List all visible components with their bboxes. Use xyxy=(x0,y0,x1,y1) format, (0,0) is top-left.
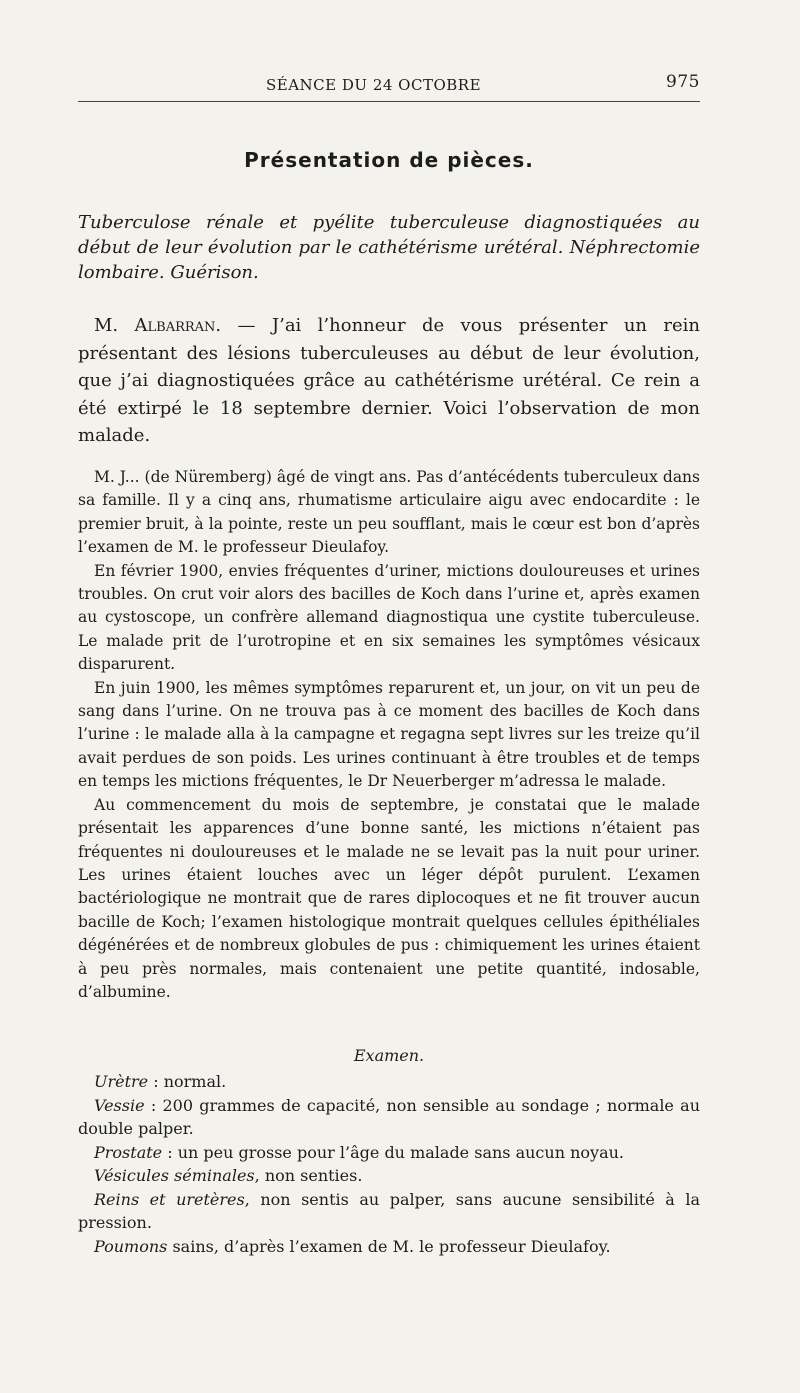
exam-item xyxy=(78,1094,700,1141)
running-head xyxy=(78,72,700,96)
exam-term: Prostate xyxy=(94,1142,163,1162)
exam-item xyxy=(78,1188,700,1235)
exam-text: : 200 grammes de capacité, non sensible au sondage ; normale au double palper. xyxy=(78,1095,700,1138)
intro-paragraph xyxy=(78,312,700,450)
exam-term: Poumons xyxy=(94,1236,168,1256)
header-rule xyxy=(78,101,700,102)
observation-paragraph: M. J... (de Nüremberg) âgé de vingt ans. Pas d’antécédents tuberculeux dans sa famille. Il y a cinq ans, rhumatisme articulaire aigu avec endocardite : le premier bruit, à la pointe, reste un peu soufflant, mais le cœur est bon d’après l’examen de M. le professeur Dieulafoy. xyxy=(78,468,700,557)
running-head-title: SÉANCE DU 24 OCTOBRE xyxy=(266,76,482,94)
exam-term: Vessie xyxy=(94,1095,145,1115)
observation-paragraph: Au commencement du mois de septembre, je constatai que le malade présentait les apparences d’une bonne santé, les mictions n’étaient pas fréquentes ni douloureuses et le malade ne se levait pas la nuit pour uriner. Les urines étaient louches avec un léger dépôt purulent. L’examen bactériologique ne montrait que de rares diplocoques et ne fit trouver aucun bacille de Koch; l’examen histologique montrait quelques cellules épithéliales dégénérées et de nombreux globules de pus : chimiquement les urines étaient à peu près normales, mais contenaient une petite quantité, indosable, d’albumine. xyxy=(78,795,700,1001)
exam-text: : normal. xyxy=(148,1072,227,1091)
section-title: Présentation de pièces. xyxy=(244,148,534,172)
speaker-name: M. Albarran. xyxy=(94,315,222,336)
observation-paragraph: En juin 1900, les mêmes symptômes reparurent et, un jour, on vit un peu de sang dans l’urine. On ne trouva pas à ce moment des bacilles de Koch dans l’urine : le malade alla à la campagne et regagna sept livres sur les treize qu’il avait perdues de son poids. Les urines continuant à être troubles et de temps en temps les mictions fréquentes, le Dr Neuerberger m’adressa le malade. xyxy=(78,678,700,791)
exam-term: Reins et uretères xyxy=(94,1189,245,1209)
intro-text: — J’ai l’honneur de vous présenter un rein présentant des lésions tuberculeuses au début de leur évolution, que j’ai diagnostiquées grâce au cathétérisme urétéral. Ce rein a été extirpé le 18 septembre dernier. Voici l’observation de mon malade. xyxy=(78,315,700,446)
exam-item xyxy=(78,1141,700,1165)
observation-paragraph: En février 1900, envies fréquentes d’uriner, mictions douloureuses et urines troubles. On crut voir alors des bacilles de Koch dans l’urine et, après examen au cystoscope, un confrère allemand diagnostiqua une cystite tuberculeuse. Le malade prit de l’urotropine et en six semaines les symptômes vésicaux disparurent. xyxy=(78,561,700,674)
exam-item xyxy=(78,1235,700,1259)
page-number: 975 xyxy=(666,72,700,92)
exam-term: Vésicules séminales xyxy=(94,1166,255,1185)
exam-item xyxy=(78,1070,700,1094)
exam-text: , non senties. xyxy=(254,1166,363,1185)
exam-text: sains, d’après l’examen de M. le professeur Dieulafoy. xyxy=(167,1236,611,1256)
exam-list xyxy=(78,1070,700,1258)
observation xyxy=(78,466,700,1004)
exam-heading: Examen. xyxy=(353,1046,425,1065)
case-subtitle: Tuberculose rénale et pyélite tuberculeuse diagnostiquées au début de leur évolution par le cathétérisme urétéral. Néphrectomie lombaire. Guérison. xyxy=(78,212,700,283)
exam-item xyxy=(78,1164,700,1188)
exam-term: Urètre xyxy=(94,1072,149,1091)
exam-text: : un peu grosse pour l’âge du malade sans aucun noyau. xyxy=(162,1142,624,1162)
exam-text: , non sentis au palper, sans aucune sensibilité à la pression. xyxy=(78,1189,701,1232)
